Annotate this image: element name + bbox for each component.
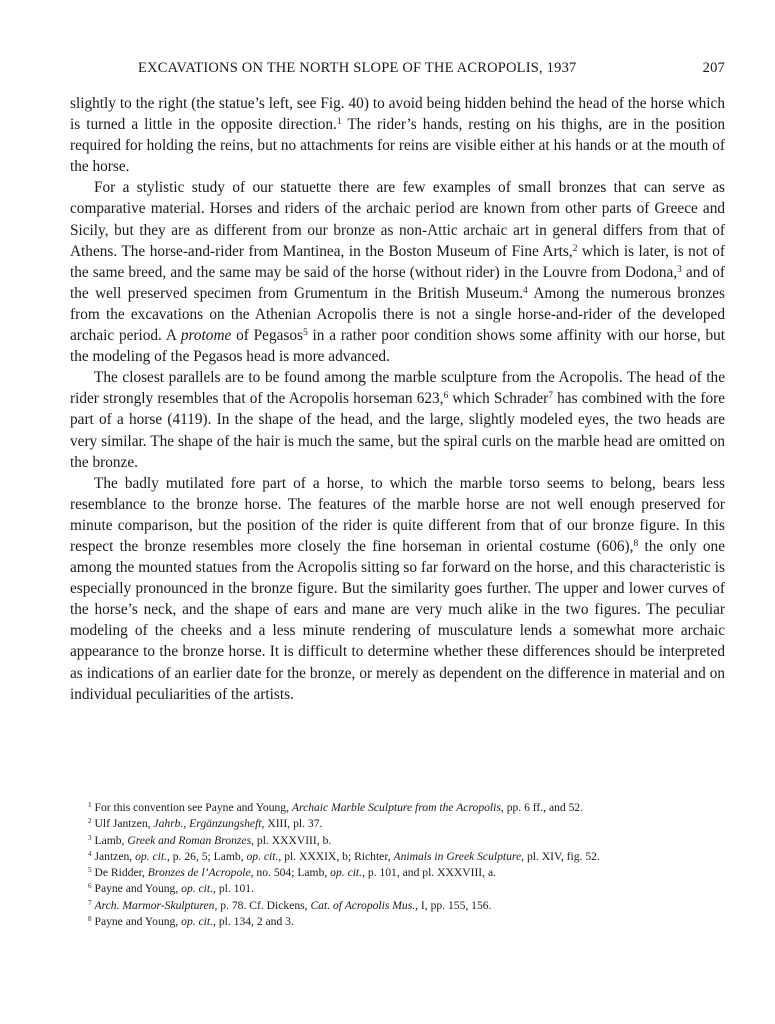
body-text xyxy=(70,93,725,705)
footnote-ref: 7 xyxy=(88,898,92,907)
text-run: , pl. XXXIX, b; Richter, xyxy=(278,849,394,863)
italic-text: Greek and Roman Bronzes xyxy=(127,833,252,847)
text-run: slightly to the right (the statue’s left, see Fig. 40) to avoid being hidden behind the head of the horse which is turned a little in the opposite direction. xyxy=(70,95,725,134)
italic-text: protome xyxy=(180,327,232,345)
text-run: Payne and Young, xyxy=(91,882,182,896)
footnote-ref: 3 xyxy=(677,264,682,275)
text-run: of Pegasos xyxy=(231,327,303,345)
footnote-ref: 4 xyxy=(523,285,528,296)
italic-text: op. cit. xyxy=(246,849,279,863)
paragraph-1 xyxy=(70,93,725,177)
footnote-ref: 1 xyxy=(88,801,92,810)
footnote-ref: 1 xyxy=(336,116,342,127)
text-run: , p. 101, and pl. XXXVIII, a. xyxy=(362,866,497,880)
footnote-ref: 7 xyxy=(548,391,553,402)
text-run: , I, pp. 155, 156. xyxy=(415,898,492,912)
paragraph-3 xyxy=(70,367,725,472)
text-run: which Schrader xyxy=(448,390,549,408)
italic-text: Bronzes de l’Acropole xyxy=(147,866,251,880)
italic-text: op. cit. xyxy=(330,866,363,880)
text-run: the only one among the mounted statues from the Acropolis sitting so far forward on the horse, and this characteristic is especially pronounced in the bronze figure. But the similarity goes further. The upper and lower curves of the horse’s neck, and the shape of ears and mane are very much alike in the two figures. The peculiar modeling of the cheeks and a less minute rendering of musculature lends a somewhat more archaic appearance to the bronze horse. It is difficult to determine whether these differences should be interpreted as indications of an earlier date for the bronze, or merely as dependent on the difference in material and on individual peculiarities of the artists. xyxy=(70,537,725,703)
footnote-ref: 3 xyxy=(88,833,92,842)
italic-text: op. cit. xyxy=(181,915,214,929)
footnote-5 xyxy=(70,865,725,881)
text-run: Ulf Jantzen, xyxy=(91,817,154,831)
italic-text: Archaic Marble Sculpture from the Acropolis xyxy=(291,801,501,814)
text-run: Lamb, xyxy=(91,833,128,847)
text-run: , pl. XXXVIII, b. xyxy=(251,833,332,847)
footnote-ref: 5 xyxy=(88,866,92,875)
text-run: , pl. 101. xyxy=(213,882,254,896)
footnotes xyxy=(70,800,725,930)
footnote-ref: 5 xyxy=(302,327,308,338)
footnote-ref: 8 xyxy=(633,538,639,549)
footnote-ref: 2 xyxy=(572,243,578,254)
footnote-2 xyxy=(70,816,725,832)
text-run: has combined with the fore part of a horse (4119). In the shape of the head, and the large, slightly modeled eyes, the two heads are very similar. The shape of the hair is much the same, but the spiral curls on the marble head are omitted on the bronze. xyxy=(70,390,725,471)
italic-text: Jahrb., Ergänzungsheft xyxy=(153,817,262,831)
paragraph-4 xyxy=(70,473,725,705)
footnote-6 xyxy=(70,881,725,897)
footnote-4 xyxy=(70,849,725,865)
footnote-3 xyxy=(70,833,725,849)
text-run: The closest parallels are to be found among the marble sculpture from the Acropolis. The head of the rider strongly resembles that of the Acropolis horseman 623, xyxy=(70,369,725,408)
text-run: , p. 26, 5; Lamb, xyxy=(166,849,247,863)
text-run: Jantzen, xyxy=(91,849,136,863)
running-head-title: EXCAVATIONS ON THE NORTH SLOPE OF THE ACROPOLIS, 1937 xyxy=(138,60,577,76)
text-run: The rider’s hands, resting on his thighs, are in the position required for holding the reins, but no attachments for reins are visible either at his hands or at the mouth of the horse. xyxy=(70,116,725,176)
text-run: and of the well preserved specimen from Grumentum in the British Museum. xyxy=(70,263,725,302)
text-run: Among the numerous bronzes from the excavations on the Athenian Acropolis there is not a single horse-and-rider of the developed archaic period. A xyxy=(70,284,725,345)
footnote-1 xyxy=(70,800,725,816)
text-run: For a stylistic study of our statuette there are few examples of small bronzes that can serve as comparative material. Horses and riders of the archaic period are known from other parts of Greece and Sicily, but they are as different from our bronze as non-Attic archaic art in general differs from that of Athens. The horse-and-rider from Mantinea, in the Boston Museum of Fine Arts, xyxy=(70,179,725,260)
italic-text: op. cit. xyxy=(181,882,214,896)
text-run: , pl. 134, 2 and 3. xyxy=(213,915,294,929)
text-run: De Ridder, xyxy=(91,866,148,880)
footnote-7 xyxy=(70,898,725,914)
italic-text: Animals in Greek Sculpture xyxy=(393,849,522,863)
italic-text: op. cit. xyxy=(135,849,167,863)
text-run: , p. 78. Cf. Dickens, xyxy=(214,898,311,912)
page-number: 207 xyxy=(702,60,725,76)
text-run: For this convention see Payne and Young, xyxy=(91,801,292,814)
text-run: in a rather poor condition shows some affinity with our horse, but the modeling of the Pegasos head is more advanced. xyxy=(70,327,725,366)
text-run: , no. 504; Lamb, xyxy=(250,866,331,880)
text-run: Payne and Young, xyxy=(91,915,182,929)
paragraph-2 xyxy=(70,177,725,367)
text-run: , XIII, pl. 37. xyxy=(261,817,323,831)
footnote-ref: 2 xyxy=(88,817,92,826)
italic-text: Cat. of Acropolis Mus. xyxy=(310,898,416,912)
footnote-ref: 6 xyxy=(443,391,449,402)
italic-text: Arch. Marmor-Skulpturen xyxy=(94,898,215,912)
text-run: , pp. 6 ff., and 52. xyxy=(500,801,584,814)
text-run: The badly mutilated fore part of a horse, to which the marble torso seems to belong, bears less resemblance to the bronze horse. The features of the marble horse are not well enough preserved for minute comparison, but the position of the rider is quite different from that of our bronze figure. In this respect the bronze resembles more closely the fine horseman in oriental costume (606), xyxy=(70,474,725,555)
footnote-ref: 4 xyxy=(88,849,92,858)
text-run: , pl. XIV, fig. 52. xyxy=(521,849,600,863)
text-run: which is later, is not of the same breed, and the same may be said of the horse (without rider) in the Louvre from Dodona, xyxy=(70,242,725,281)
footnote-ref: 6 xyxy=(88,882,92,891)
footnote-ref: 8 xyxy=(88,915,92,924)
footnote-8 xyxy=(70,914,725,930)
